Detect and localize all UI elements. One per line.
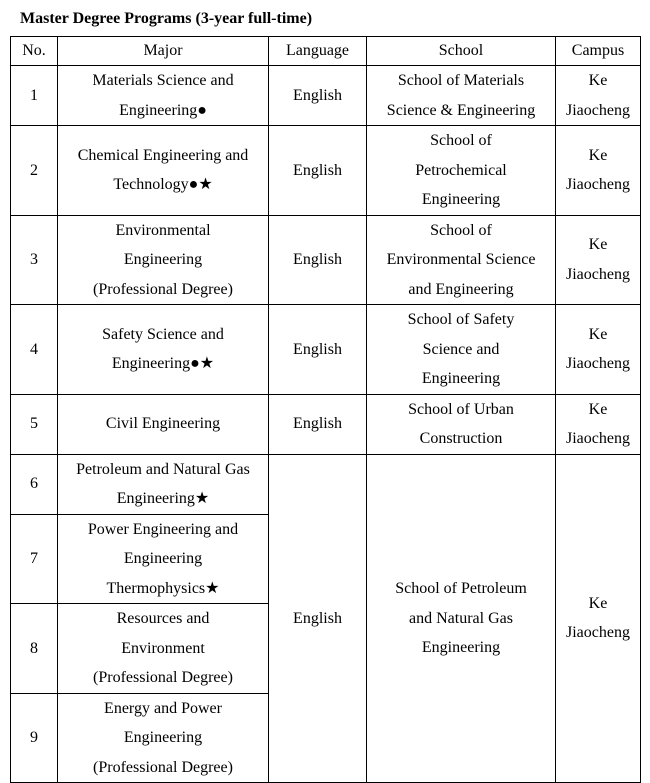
cell-school bbox=[367, 394, 556, 454]
major-line: Engineering bbox=[123, 729, 203, 746]
cell-campus bbox=[556, 305, 641, 395]
school-line: Science and bbox=[422, 340, 500, 358]
cell-campus bbox=[556, 215, 641, 305]
cell-campus bbox=[556, 66, 641, 126]
major-line: Engineering bbox=[123, 550, 203, 567]
school-line: Engineering bbox=[421, 191, 501, 208]
major-line: Resources and bbox=[116, 610, 210, 627]
header-no: No. bbox=[11, 37, 58, 66]
table-row bbox=[11, 305, 641, 395]
major-line: Technology●★ bbox=[113, 176, 213, 194]
cell-no: 5 bbox=[11, 394, 58, 454]
cell-school-merged bbox=[367, 454, 556, 783]
cell-campus bbox=[556, 394, 641, 454]
cell-no: 8 bbox=[11, 604, 58, 694]
header-campus: Campus bbox=[556, 37, 641, 66]
campus-line: Ke bbox=[588, 146, 608, 164]
campus-line: Ke bbox=[588, 594, 608, 612]
campus-line: Jiaocheng bbox=[566, 355, 630, 373]
cell-no: 3 bbox=[11, 215, 58, 305]
cell-major bbox=[58, 66, 269, 126]
major-line: Materials Science and bbox=[92, 72, 234, 89]
campus-line: Jiaocheng bbox=[566, 176, 630, 194]
cell-language-merged: English bbox=[269, 454, 367, 783]
school-line: School of Urban bbox=[408, 400, 514, 418]
table-row bbox=[11, 454, 641, 514]
cell-major bbox=[58, 126, 269, 216]
major-line: Chemical Engineering and bbox=[77, 146, 249, 164]
cell-major bbox=[58, 454, 269, 514]
cell-major bbox=[58, 215, 269, 305]
table-row bbox=[11, 394, 641, 454]
campus-line: Ke bbox=[588, 400, 608, 418]
major-line: (Professional Degree) bbox=[93, 758, 233, 776]
major-line: Power Engineering and bbox=[87, 520, 239, 538]
school-line: School of Materials bbox=[397, 72, 525, 89]
header-school: School bbox=[367, 37, 556, 66]
school-line: and Engineering bbox=[408, 280, 514, 298]
campus-line: Ke bbox=[588, 72, 608, 89]
major-line: Engineering★ bbox=[116, 490, 210, 507]
cell-language: English bbox=[269, 215, 367, 305]
school-line: Environmental Science bbox=[386, 251, 536, 268]
major-line: Engineering●★ bbox=[111, 355, 215, 373]
campus-line: Jiaocheng bbox=[566, 430, 630, 447]
school-line: Construction bbox=[419, 430, 503, 447]
cell-major bbox=[58, 305, 269, 395]
cell-no: 2 bbox=[11, 126, 58, 216]
header-major: Major bbox=[58, 37, 269, 66]
campus-line: Ke bbox=[588, 325, 608, 343]
cell-no: 7 bbox=[11, 514, 58, 604]
major-line: Environment bbox=[121, 639, 205, 657]
cell-major bbox=[58, 394, 269, 454]
school-line: Science & Engineering bbox=[386, 101, 536, 119]
cell-no: 1 bbox=[11, 66, 58, 126]
cell-no: 9 bbox=[11, 693, 58, 783]
major-line: Thermophysics★ bbox=[106, 579, 220, 597]
school-line: Engineering bbox=[421, 639, 501, 656]
major-line: Energy and Power bbox=[104, 699, 222, 717]
page-title: Master Degree Programs (3-year full-time) bbox=[20, 10, 313, 27]
cell-school bbox=[367, 215, 556, 305]
cell-major bbox=[58, 604, 269, 694]
cell-language: English bbox=[269, 66, 367, 126]
major-line: Civil Engineering bbox=[105, 415, 221, 433]
table-header-row bbox=[11, 37, 641, 66]
major-line: Petroleum and Natural Gas bbox=[76, 460, 250, 478]
school-line: Petrochemical bbox=[415, 161, 507, 179]
school-line: School of bbox=[430, 132, 492, 149]
major-line: Safety Science and bbox=[102, 325, 224, 343]
school-line: School of Safety bbox=[407, 311, 515, 328]
campus-line: Jiaocheng bbox=[566, 101, 630, 119]
table-row bbox=[11, 215, 641, 305]
campus-line: Ke bbox=[588, 236, 608, 254]
cell-major bbox=[58, 514, 269, 604]
major-line: (Professional Degree) bbox=[93, 669, 233, 686]
table-row bbox=[11, 126, 641, 216]
school-line: School of bbox=[430, 221, 492, 239]
cell-school bbox=[367, 126, 556, 216]
cell-school bbox=[367, 66, 556, 126]
school-line: Engineering bbox=[421, 370, 501, 387]
cell-language: English bbox=[269, 394, 367, 454]
major-line: Engineering● bbox=[119, 101, 207, 119]
programs-table bbox=[10, 36, 641, 783]
major-line: Environmental bbox=[115, 221, 211, 239]
cell-no: 6 bbox=[11, 454, 58, 514]
cell-major bbox=[58, 693, 269, 783]
major-line: Engineering bbox=[123, 251, 203, 268]
school-line: and Natural Gas bbox=[409, 609, 513, 627]
campus-line: Jiaocheng bbox=[566, 265, 630, 283]
cell-campus bbox=[556, 126, 641, 216]
campus-line: Jiaocheng bbox=[566, 624, 630, 642]
cell-language: English bbox=[269, 305, 367, 395]
header-language: Language bbox=[269, 37, 367, 66]
cell-language: English bbox=[269, 126, 367, 216]
cell-campus-merged bbox=[556, 454, 641, 783]
major-line: (Professional Degree) bbox=[93, 280, 233, 298]
cell-no: 4 bbox=[11, 305, 58, 395]
table-row bbox=[11, 66, 641, 126]
cell-school bbox=[367, 305, 556, 395]
school-line: School of Petroleum bbox=[395, 580, 527, 597]
